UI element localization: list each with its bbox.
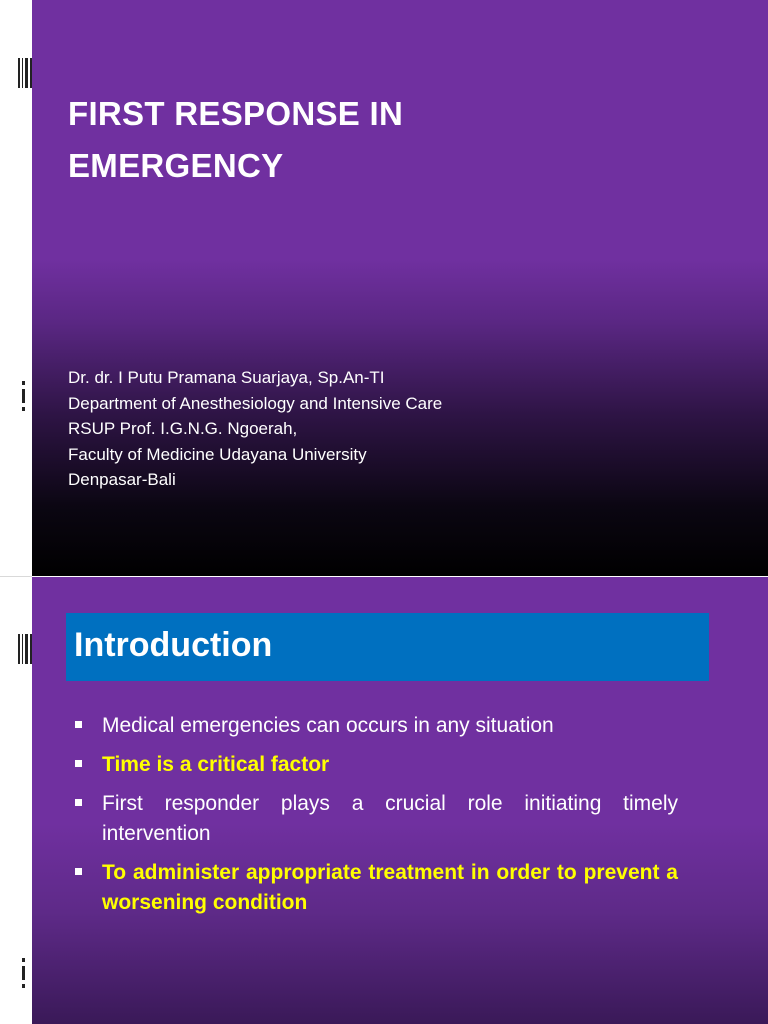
bullet-list bbox=[72, 711, 678, 927]
author-block bbox=[68, 365, 688, 493]
bullet-text: To administer appropriate treatment in order to prevent a worsening condition bbox=[102, 861, 678, 914]
square-bullet-icon bbox=[75, 868, 82, 875]
author-name: Dr. dr. I Putu Pramana Suarjaya, Sp.An-TI bbox=[68, 368, 385, 387]
viewer-gutter bbox=[0, 0, 32, 1024]
heading-band bbox=[66, 613, 709, 681]
bullet-item bbox=[72, 750, 678, 780]
slide-introduction bbox=[32, 577, 768, 1024]
author-hospital: RSUP Prof. I.G.N.G. Ngoerah, bbox=[68, 419, 298, 438]
bullet-item bbox=[72, 789, 678, 849]
square-bullet-icon bbox=[75, 760, 82, 767]
bullet-text: Time is a critical factor bbox=[102, 753, 330, 776]
slide-heading: Introduction bbox=[74, 626, 273, 664]
presentation-title bbox=[68, 88, 668, 192]
page-marker-icon bbox=[18, 58, 32, 88]
author-department: Department of Anesthesiology and Intensive Care bbox=[68, 393, 443, 413]
title-line: EMERGENCY bbox=[68, 147, 284, 184]
bullet-text: Medical emergencies can occurs in any situation bbox=[102, 714, 554, 737]
bullet-text: First responder plays a crucial role initiating timely intervention bbox=[102, 792, 678, 845]
square-bullet-icon bbox=[75, 721, 82, 728]
page-marker-icon bbox=[18, 634, 32, 664]
author-location: Denpasar-Bali bbox=[68, 470, 176, 489]
slide-title bbox=[32, 0, 768, 576]
bullet-item bbox=[72, 711, 678, 741]
square-bullet-icon bbox=[75, 799, 82, 806]
page-separator bbox=[0, 576, 32, 577]
title-line: FIRST RESPONSE IN bbox=[68, 95, 404, 132]
bullet-item bbox=[72, 858, 678, 918]
page-marker-icon bbox=[22, 958, 25, 988]
author-faculty: Faculty of Medicine Udayana University bbox=[68, 444, 367, 464]
page-marker-icon bbox=[22, 381, 25, 411]
